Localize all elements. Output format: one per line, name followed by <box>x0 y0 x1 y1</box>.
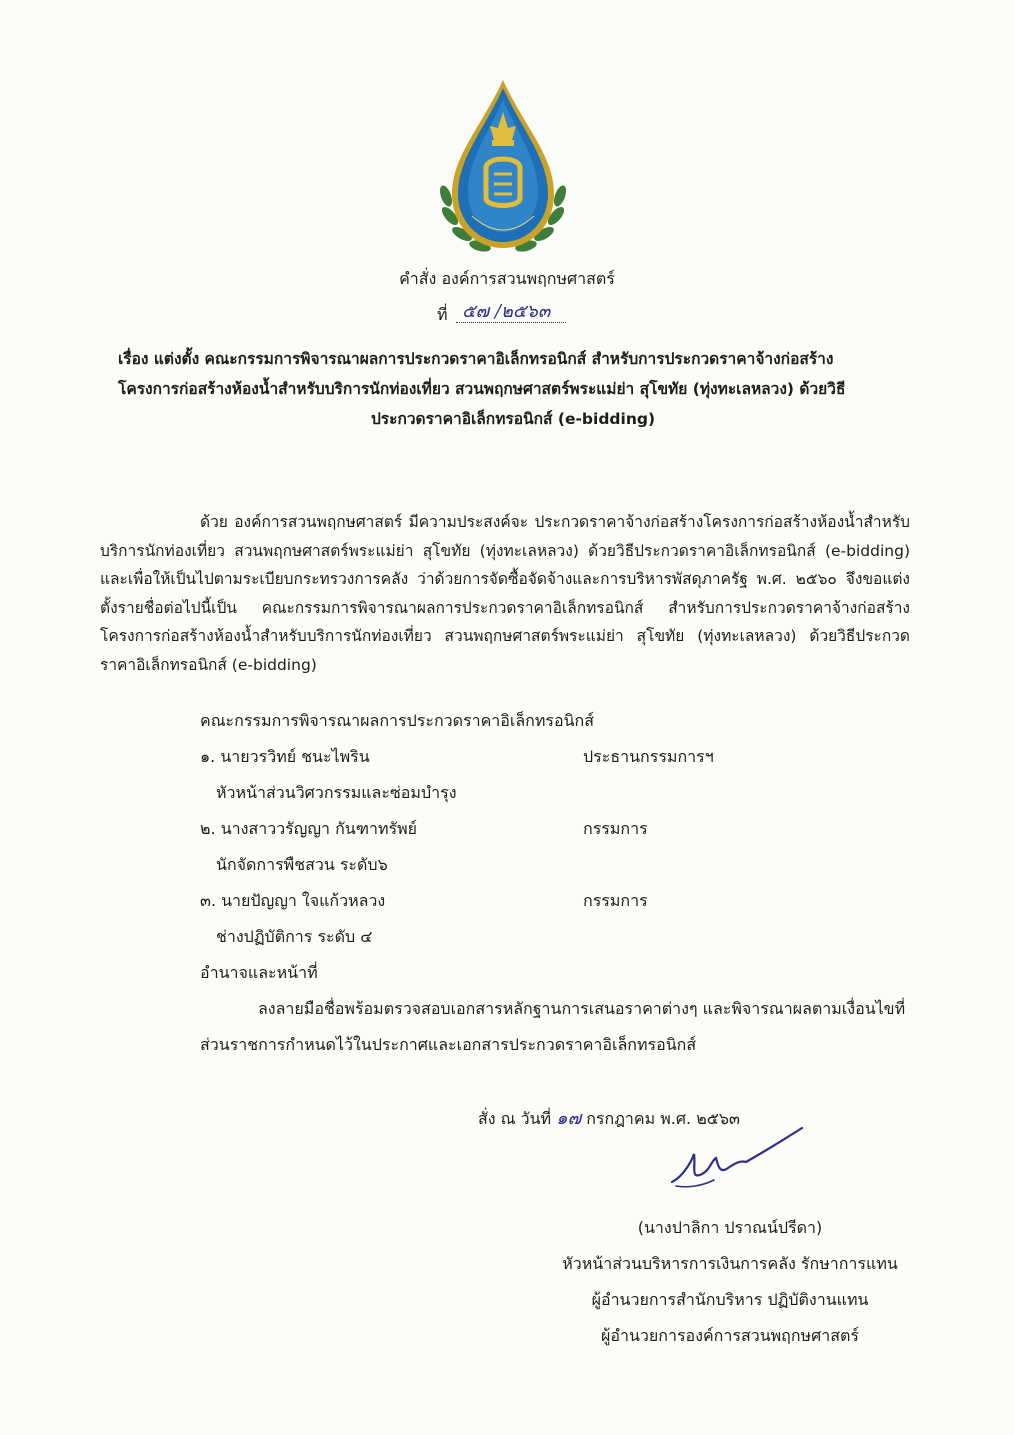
order-date-prefix: สั่ง ณ วันที่ <box>478 1109 552 1128</box>
subject-line-1: เรื่อง แต่งตั้ง คณะกรรมการพิจารณาผลการประกวดราคาอิเล็กทรอนิกส์ สำหรับการประกวดราคาจ้างก่อสร้าง <box>118 350 834 368</box>
subject-line-2: โครงการก่อสร้างห้องน้ำสำหรับบริการนักท่องเที่ยว สวนพฤกษศาสตร์พระแม่ย่า สุโขทัย (ทุ่งทะเลหลวง) ด้วยวิธี <box>118 380 846 398</box>
member-3-position: ช่างปฏิบัติการ ระดับ ๔ <box>216 927 373 946</box>
document-title: คำสั่ง องค์การสวนพฤกษศาสตร์ <box>399 269 615 288</box>
order-number-handwritten: ๕๗ /๒๕๖๓ <box>462 301 551 322</box>
member-2-position: นักจัดการพืชสวน ระดับ๖ <box>216 855 388 874</box>
member-3-name: ๓. นายปัญญา ใจแก้วหลวง <box>200 891 386 910</box>
signatory-title-2: ผู้อำนวยการสำนักบริหาร ปฏิบัติงานแทน <box>591 1290 869 1309</box>
duty-heading: อำนาจและหน้าที่ <box>200 963 318 982</box>
body-paragraph: ด้วย องค์การสวนพฤกษศาสตร์ มีความประสงค์จะ ประกวดราคาจ้างก่อสร้างโครงการก่อสร้างห้องน้ำสำหรับบริการนักท่องเที่ยว สวนพฤกษศาสตร์พระแม่ย่า สุโขทัย (ทุ่งทะเลหลวง) ด้วยวิธีประกวดราคาอิเล็กทรอนิกส์ (e-bidding) และเพื่อให้เป็นไปตามระเบียบกระทรวงการคลัง ว่าด้วยการจัดซื้อจัดจ้างและการบริหารพัสดุภาครัฐ พ.ศ. ๒๕๖๐ จึงขอแต่งตั้งรายชื่อต่อไปนี้เป็น คณะกรรมการพิจารณาผลการประกวดราคาอิเล็กทรอนิกส์ สำหรับการประกวดราคาจ้างก่อสร้างโครงการก่อสร้างห้องน้ำสำหรับบริการนักท่องเที่ยว สวนพฤกษศาสตร์พระแม่ย่า สุโขทัย (ทุ่งทะเลหลวง) ด้วยวิธีประกวดราคาอิเล็กทรอนิกส์ (e-bidding) <box>100 513 910 674</box>
committee-heading: คณะกรรมการพิจารณาผลการประกวดราคาอิเล็กทรอนิกส์ <box>200 711 594 730</box>
member-3-role: กรรมการ <box>583 891 648 910</box>
duty-line-2: ส่วนราชการกำหนดไว้ในประกาศและเอกสารประกวดราคาอิเล็กทรอนิกส์ <box>200 1035 697 1054</box>
member-1-role: ประธานกรรมการฯ <box>583 747 714 766</box>
signatory-title-3: ผู้อำนวยการองค์การสวนพฤกษศาสตร์ <box>601 1326 859 1345</box>
body-paragraph-block <box>100 508 910 679</box>
member-2-name: ๒. นางสาววรัญญา กันฑาทรัพย์ <box>200 819 418 838</box>
order-date-day: ๑๗ <box>556 1108 582 1129</box>
member-1-name: ๑. นายวรวิทย์ ชนะไพริน <box>200 747 370 766</box>
order-number-label: ที่ <box>437 305 448 324</box>
duty-line-1: ลงลายมือชื่อพร้อมตรวจสอบเอกสารหลักฐานการเสนอราคาต่างๆ และพิจารณาผลตามเงื่อนไขที่ <box>258 999 906 1018</box>
organization-logo <box>432 76 574 260</box>
signatory-name: (นางปาลิกา ปราณน์ปรีดา) <box>637 1218 823 1237</box>
member-1-position: หัวหน้าส่วนวิศวกรรมและซ่อมบำรุง <box>216 783 457 802</box>
handwritten-signature <box>662 1120 812 1200</box>
signatory-title-1: หัวหน้าส่วนบริหารการเงินการคลัง รักษาการแทน <box>562 1254 898 1273</box>
subject-line-3: ประกวดราคาอิเล็กทรอนิกส์ (e-bidding) <box>370 410 656 428</box>
subject-block <box>118 344 908 434</box>
order-date-suffix: กรกฎาคม พ.ศ. ๒๕๖๓ <box>586 1109 740 1128</box>
member-2-role: กรรมการ <box>583 819 648 838</box>
